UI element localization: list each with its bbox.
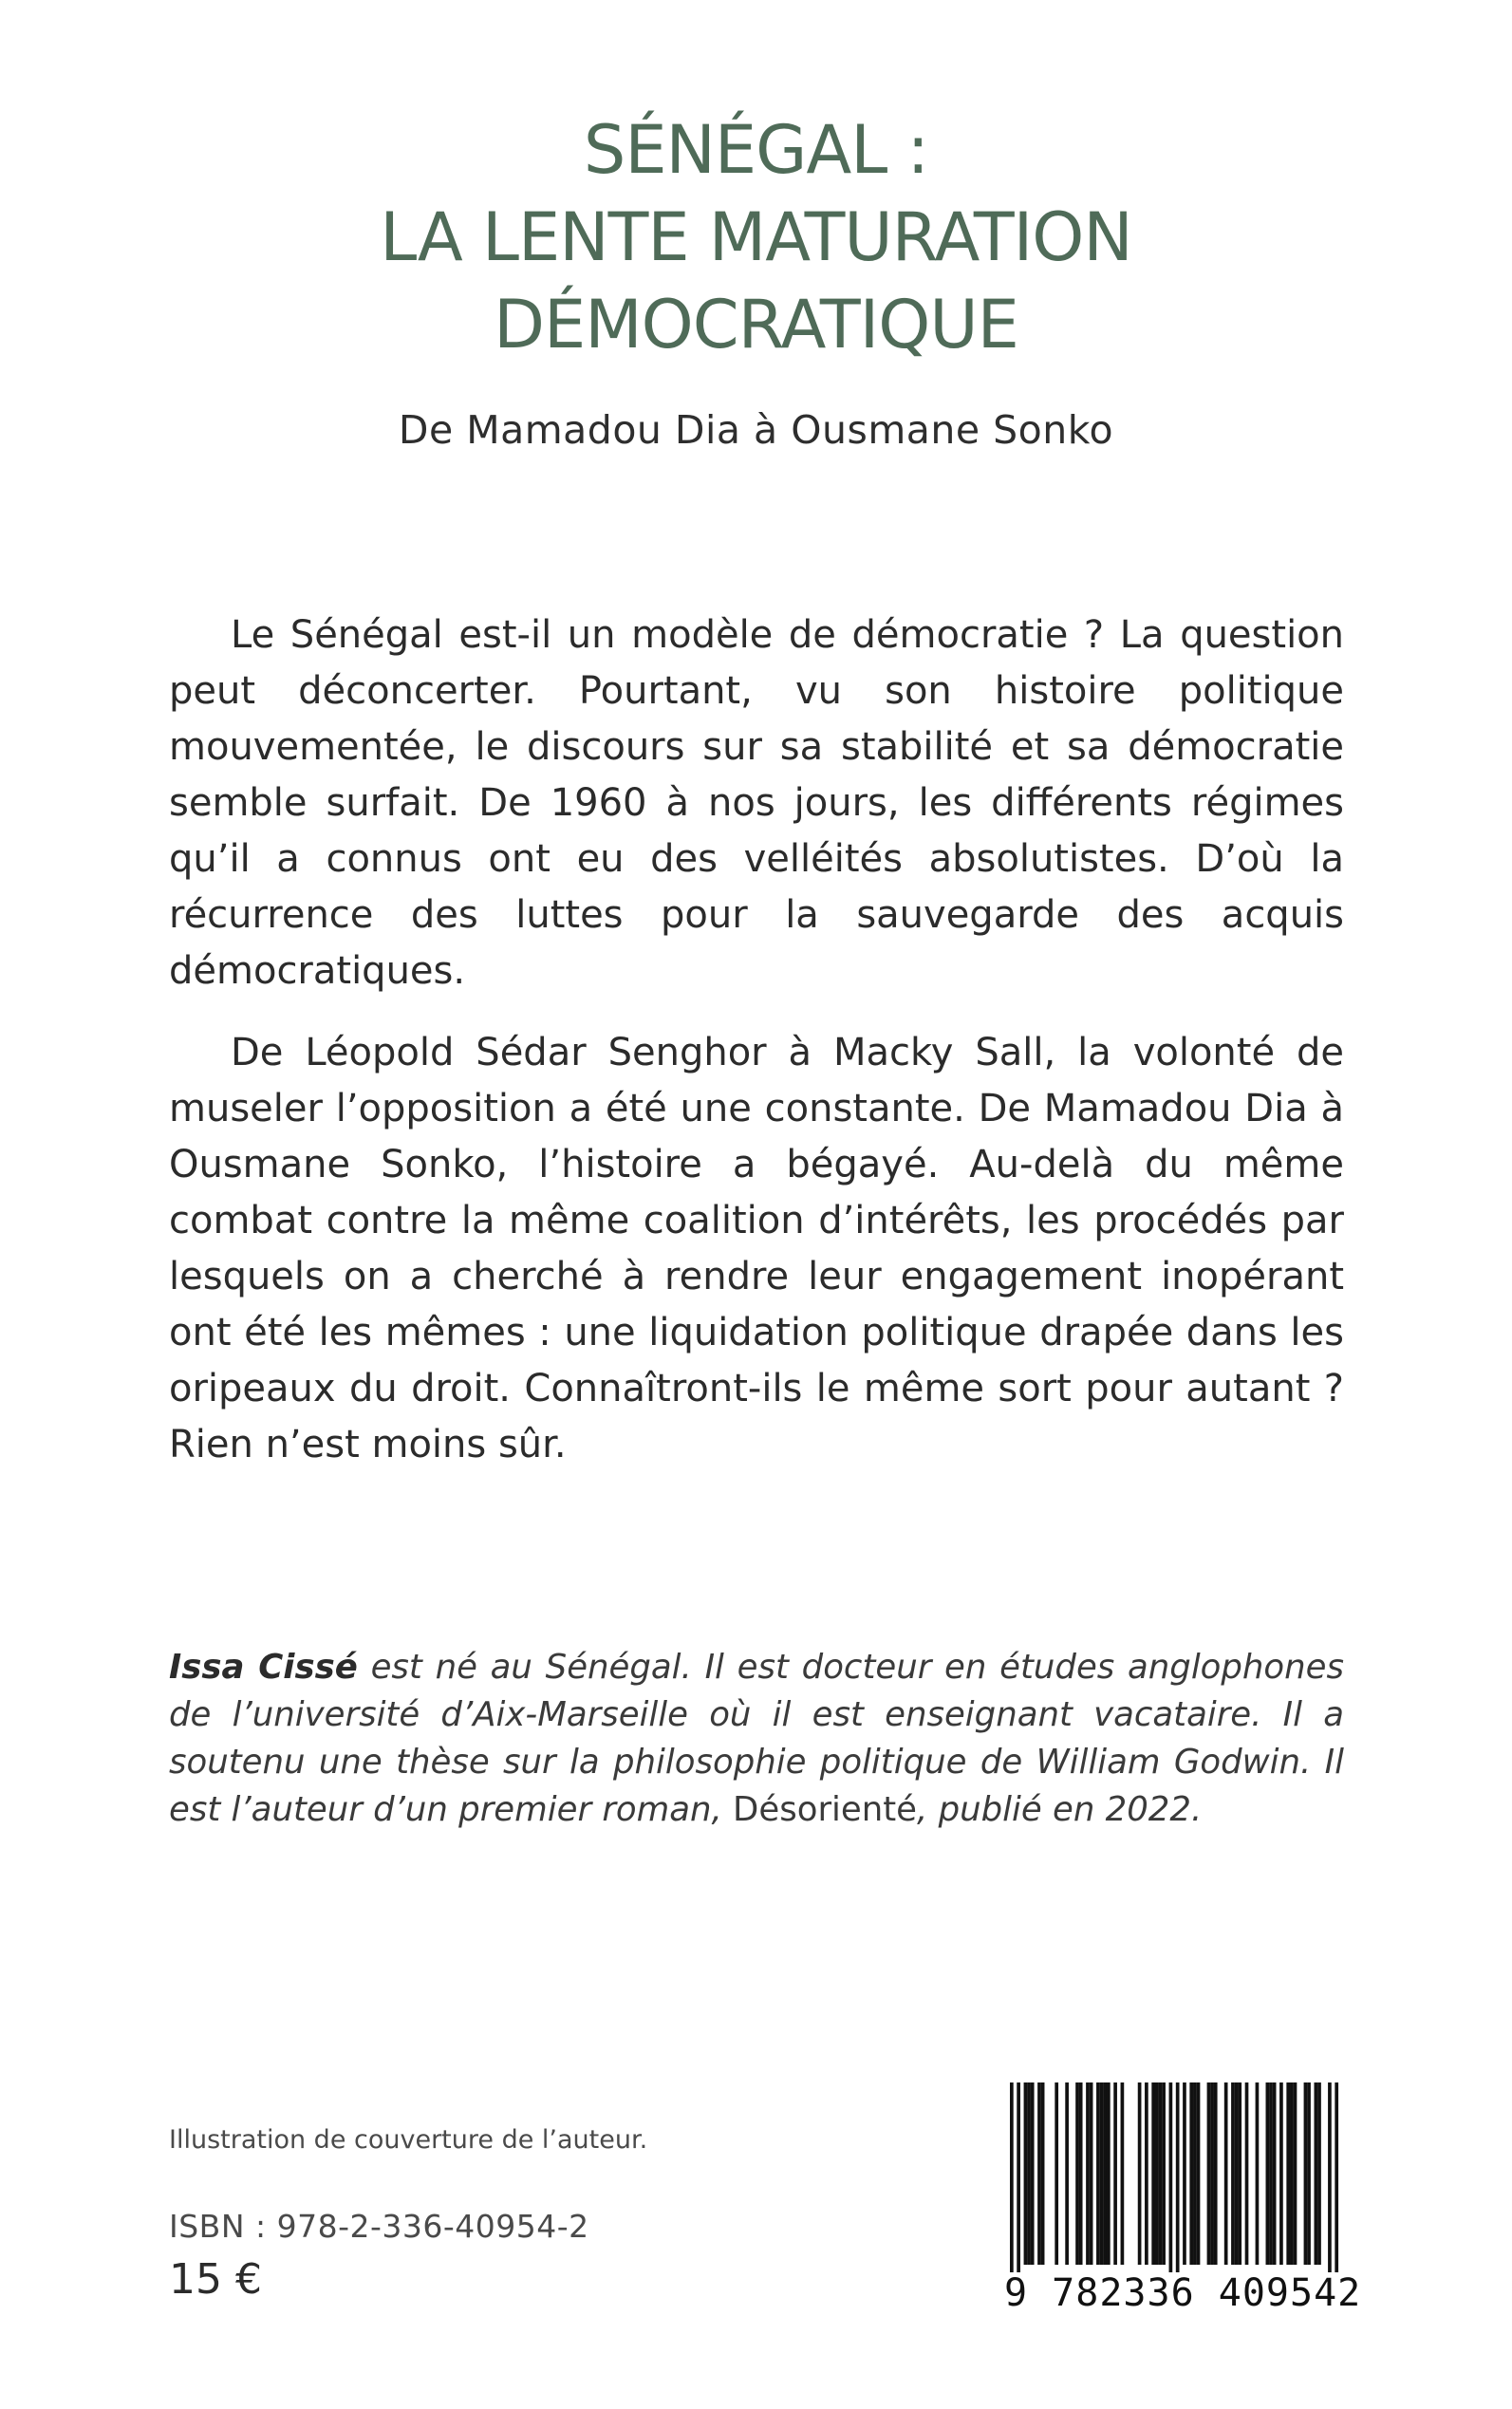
author-bio-text: est né au Sénégal. Il est docteur en études anglophones de l’université d’Aix-Marseille où il est enseignant vacataire. Il a soutenu une thèse sur la philosophie politique de William Godwin. Il est l’auteur d’un premier roman, <box>169 1648 1344 1829</box>
barcode-bar <box>1290 2082 1294 2265</box>
book-title-line-3: DÉMOCRATIQUE <box>494 286 1018 364</box>
barcode-bar <box>1041 2082 1045 2265</box>
barcode-bar <box>1027 2082 1031 2265</box>
barcode-bar <box>1183 2082 1186 2265</box>
barcode-bar <box>1210 2082 1214 2265</box>
barcode-bar <box>1055 2082 1058 2265</box>
barcode-bar <box>1121 2082 1125 2265</box>
isbn-text: ISBN : 978-2-336-40954-2 <box>169 2208 589 2245</box>
barcode-bar <box>1294 2082 1297 2265</box>
barcode-bar <box>1279 2082 1283 2265</box>
barcode-bar <box>1079 2082 1083 2265</box>
barcode-bar <box>1176 2082 1180 2272</box>
barcode-bar <box>1224 2082 1228 2265</box>
barcode-bar <box>1214 2082 1218 2265</box>
barcode-bars <box>1004 2082 1344 2272</box>
barcode-bar <box>1075 2082 1079 2265</box>
barcode-bar <box>1317 2082 1321 2265</box>
barcode-bar <box>1245 2082 1249 2265</box>
cover-illustration-credit: Illustration de couverture de l’auteur. <box>169 2125 648 2155</box>
barcode-bar <box>1086 2082 1090 2265</box>
barcode-bar <box>1286 2082 1290 2265</box>
barcode-bar <box>1138 2082 1142 2265</box>
barcode-bar <box>1256 2082 1260 2265</box>
barcode-bar <box>1315 2082 1318 2265</box>
author-name: Issa Cissé <box>169 1648 358 1687</box>
barcode-bar <box>1266 2082 1270 2265</box>
barcode-bar <box>1037 2082 1041 2265</box>
barcode-bar <box>1269 2082 1273 2265</box>
barcode-bar <box>1189 2082 1193 2265</box>
barcode-bar <box>1113 2082 1117 2265</box>
barcode-bar <box>1335 2082 1338 2272</box>
barcode-bar <box>1103 2082 1107 2265</box>
ean-barcode <box>1004 2082 1362 2324</box>
barcode-bar <box>1100 2082 1104 2265</box>
barcode-digits: 9 782336 409542 <box>1004 2271 1362 2315</box>
barcode-bar <box>1238 2082 1241 2265</box>
book-subtitle: De Mamadou Dia à Ousmane Sonko <box>398 407 1114 453</box>
barcode-bar <box>1090 2082 1093 2265</box>
barcode-bar <box>1169 2082 1173 2272</box>
barcode-bar <box>1107 2082 1111 2265</box>
barcode-bar <box>1304 2082 1308 2265</box>
barcode-bar <box>1197 2082 1201 2265</box>
barcode-bar <box>1024 2082 1028 2265</box>
title-block <box>0 106 1512 454</box>
barcode-bar <box>1328 2082 1332 2272</box>
barcode-bar <box>1307 2082 1311 2265</box>
barcode-bar <box>1096 2082 1100 2265</box>
barcode-bar <box>1162 2082 1166 2265</box>
barcode-bar <box>1207 2082 1211 2265</box>
barcode-bar <box>1159 2082 1163 2265</box>
barcode-bar <box>1193 2082 1197 2265</box>
barcode-bar <box>1031 2082 1035 2265</box>
blurb-paragraph-1: Le Sénégal est-il un modèle de démocratie ? La question peut déconcerter. Pourtant, vu son histoire politique mouvementée, le discours sur sa stabilité et sa démocratie semble surfait. De 1960 à nos jours, les différents régimes qu’il a connus ont eu des velléités absolutistes. D’où la récurrence des luttes pour la sauvegarde des acquis démocratiques. <box>169 613 1344 993</box>
author-bio <box>169 1644 1344 1834</box>
barcode-bar <box>1017 2082 1020 2272</box>
novel-title: Désorienté <box>733 1790 917 1829</box>
back-cover-blurb <box>169 607 1344 1473</box>
book-title-line-1: SÉNÉGAL : <box>583 111 929 189</box>
book-title-line-2: LA LENTE MATURATION <box>380 198 1132 276</box>
barcode-bar <box>1010 2082 1014 2272</box>
barcode-bar <box>1151 2082 1155 2265</box>
price-text: 15 € <box>169 2255 262 2304</box>
barcode-bar <box>1155 2082 1159 2265</box>
barcode-bar <box>1145 2082 1148 2265</box>
barcode-bar <box>1231 2082 1235 2265</box>
barcode-bar <box>1235 2082 1239 2265</box>
blurb-paragraph-2: De Léopold Sédar Senghor à Macky Sall, la volonté de museler l’opposition a été une constante. De Mamadou Dia à Ousmane Sonko, l’histoire a bégayé. Au-delà du même combat contre la même coalition d’intérêts, les procédés par lesquels on a cherché à rendre leur engagement inopérant ont été les mêmes : une liquidation politique drapée dans les oripeaux du droit. Connaîtront-ils le même sort pour autant ? Rien n’est moins sûr. <box>169 1031 1344 1466</box>
barcode-bar <box>1065 2082 1069 2265</box>
author-bio-text-end: , publié en 2022. <box>917 1790 1203 1829</box>
barcode-bar <box>1273 2082 1277 2265</box>
